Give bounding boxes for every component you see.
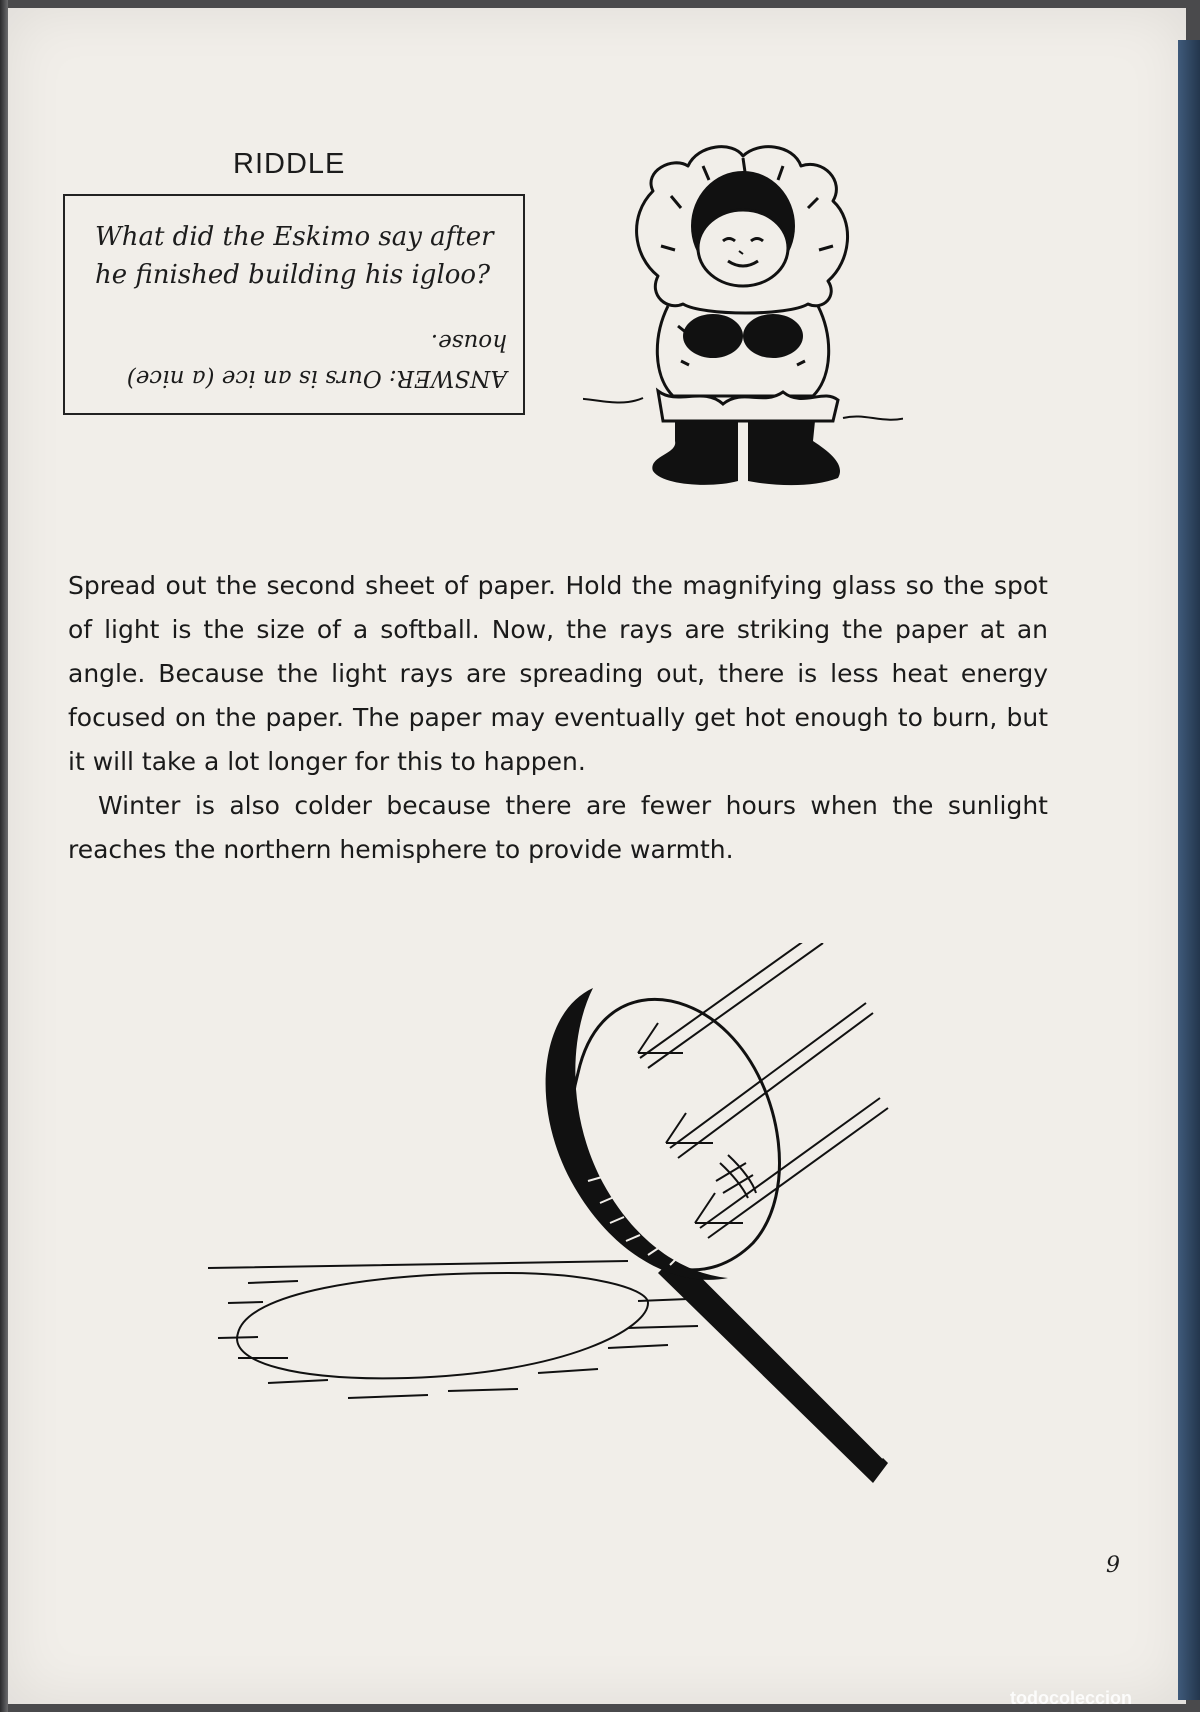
eskimo-boots	[652, 421, 840, 485]
eskimo-illustration	[583, 136, 903, 506]
paper-sheet	[208, 1261, 698, 1398]
book-spine-shadow	[0, 0, 8, 1712]
eskimo-mittens	[683, 314, 803, 358]
body-paragraph: Spread out the second sheet of paper. Hold the magnifying glass so the spot of light is the size of a softball. Now, the rays are striking the paper at an angle. Because the light rays are spreading out, there is less heat energy focused on the paper. The paper may eventually get hot enough to burn, but it will take a lot longer for this to happen.	[68, 571, 1048, 776]
eskimo-face	[691, 171, 795, 286]
riddle-question: What did the Eskimo say after he finished building his igloo?	[95, 222, 494, 290]
magnifying-glass-illustration	[208, 943, 988, 1543]
book-page	[8, 8, 1186, 1704]
riddle-answer-upside-down: ANSWER: Ours is an ice (a nice) house.	[126, 329, 507, 391]
next-page-edge	[1178, 40, 1200, 1700]
riddle-heading: RIDDLE	[233, 148, 346, 180]
watermark: todocoleccion	[1010, 1688, 1133, 1708]
eskimo-body	[657, 306, 828, 396]
body-paragraph: Winter is also colder because there are fewer hours when the sunlight reaches the northern hemisphere to provide warmth.	[68, 791, 1048, 864]
magnifier-lens	[546, 988, 780, 1280]
page-number: 9	[1106, 1553, 1120, 1578]
body-text	[68, 564, 1048, 872]
riddle-box	[63, 194, 525, 415]
magnifier-handle	[658, 1253, 888, 1483]
